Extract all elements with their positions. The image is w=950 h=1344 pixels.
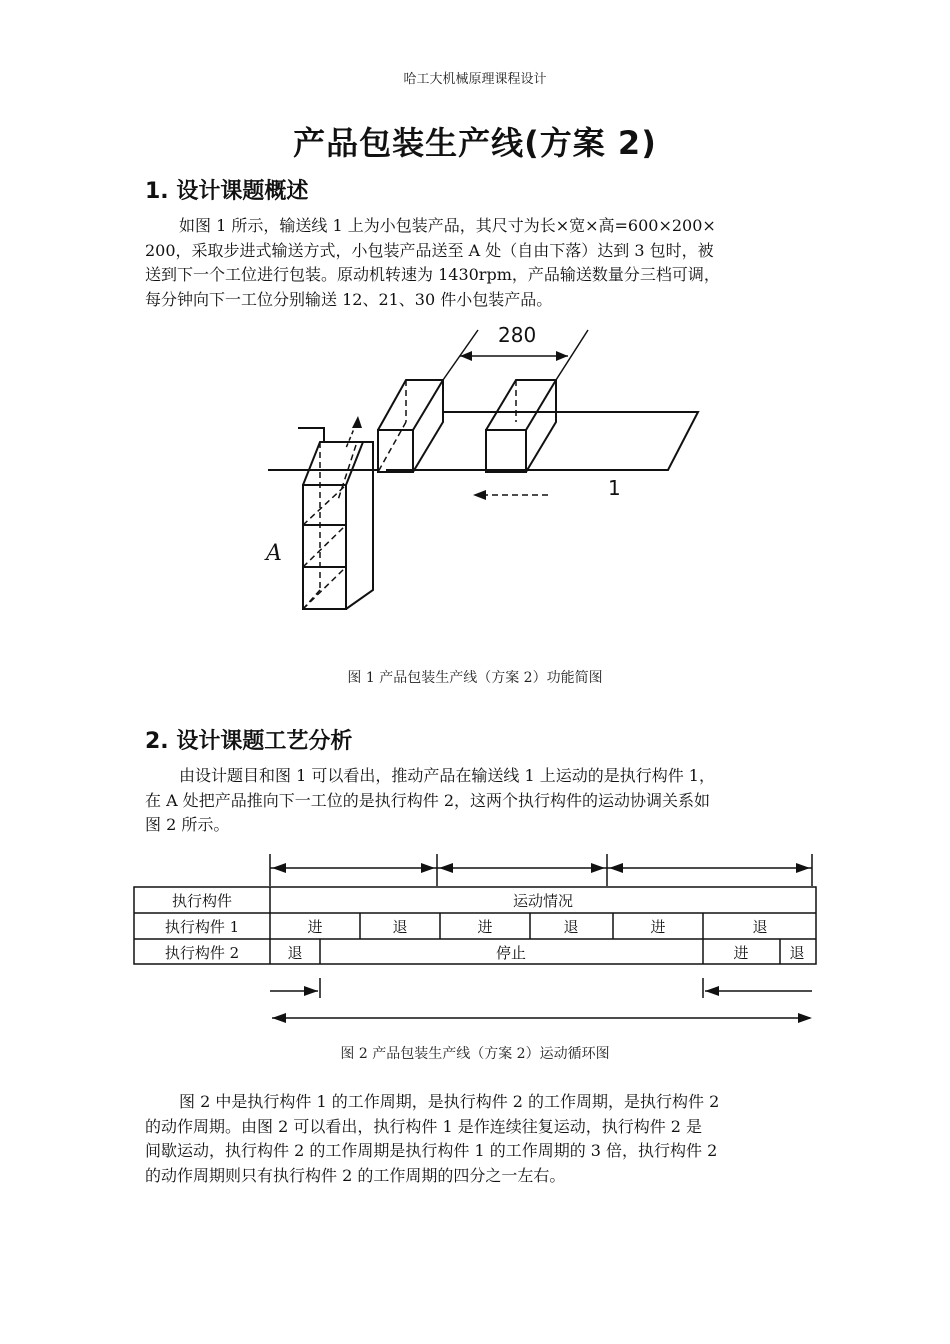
row1-cell: 进 — [307, 918, 323, 936]
push-arrow-head — [352, 416, 362, 428]
row2-cell: 进 — [733, 944, 749, 962]
section2-paragraph — [145, 764, 807, 838]
section3-paragraph — [145, 1090, 807, 1188]
section1-line-3: 送到下一个工位进行包装。原动机转速为 1430rpm，产品输送数量分三档可调， — [145, 265, 720, 284]
conveyor-arrow-head — [473, 490, 486, 500]
dimension-label-280: 280 — [498, 323, 537, 347]
section1-paragraph — [145, 214, 807, 312]
section3-line-2: 的动作周期。由图 2 可以看出，执行构件 1 是作连续往复运动，执行构件 2 是 — [145, 1116, 703, 1136]
conveyor-belt-outline — [386, 412, 698, 470]
dim-ext-left — [443, 330, 478, 380]
section2-line-1: 由设计题目和图 1 可以看出，推动产品在输送线 1 上运动的是执行构件 1， — [179, 766, 715, 785]
table-header-motion: 运动情况 — [512, 892, 574, 910]
section2-heading: 2. 设计课题工艺分析 — [145, 729, 353, 754]
figure2-motion-cycle-diagram — [130, 850, 830, 1030]
figure1-conveyor-sketch — [228, 320, 728, 640]
hidden-lines — [303, 380, 548, 609]
section1-line-1: 如图 1 所示，输送线 1 上为小包装产品，其尺寸为长×宽×高=600×200× — [179, 216, 716, 235]
section3-line-3: 间歇运动，执行构件 2 的工作周期是执行构件 1 的工作周期的 3 倍，执行构件 2 — [145, 1141, 718, 1160]
row2-cell: 退 — [287, 944, 303, 962]
section1-heading: 1. 设计课题概述 — [145, 179, 309, 204]
section1-line-2: 200，采取步进式输送方式，小包装产品送至 A 处（自由下落）达到 3 包时，被 — [145, 240, 714, 260]
section2-line-2: 在 A 处把产品推向下一工位的是执行构件 2，这两个执行构件的运动协调关系如 — [145, 790, 710, 810]
row1-cell: 退 — [392, 918, 408, 936]
stack-at-A — [303, 442, 373, 609]
figure2-caption: 图 2 产品包装生产线（方案 2）运动循环图 — [340, 1046, 610, 1062]
row1-cell: 退 — [563, 918, 579, 936]
row2-cell: 停止 — [495, 944, 527, 962]
row2-label: 执行构件 2 — [164, 944, 240, 962]
figure1-caption: 图 1 产品包装生产线（方案 2）功能简图 — [347, 670, 603, 686]
position-label-A: A — [266, 541, 282, 566]
page-title: 产品包装生产线(方案 2) — [293, 124, 657, 162]
conveyor-label-1: 1 — [608, 476, 621, 500]
section2-line-3: 图 2 所示。 — [145, 815, 230, 834]
table-header-component: 执行构件 — [171, 892, 233, 910]
page-header: 哈工大机械原理课程设计 — [403, 72, 547, 87]
row1-label: 执行构件 1 — [164, 918, 240, 936]
row1-cell: 进 — [477, 918, 493, 936]
row1-cell: 退 — [752, 918, 768, 936]
section3-line-1: 图 2 中是执行构件 1 的工作周期，是执行构件 2 的工作周期，是执行构件 2 — [179, 1092, 720, 1111]
section3-line-4: 的动作周期则只有执行构件 2 的工作周期的四分之一左右。 — [145, 1165, 566, 1185]
product-box-left — [378, 380, 443, 472]
row1-cell: 进 — [650, 918, 666, 936]
product-box-right — [486, 380, 556, 472]
section1-line-4: 每分钟向下一工位分别输送 12、21、30 件小包装产品。 — [145, 289, 553, 309]
row2-cell: 退 — [789, 944, 805, 962]
feed-guide — [298, 428, 324, 442]
